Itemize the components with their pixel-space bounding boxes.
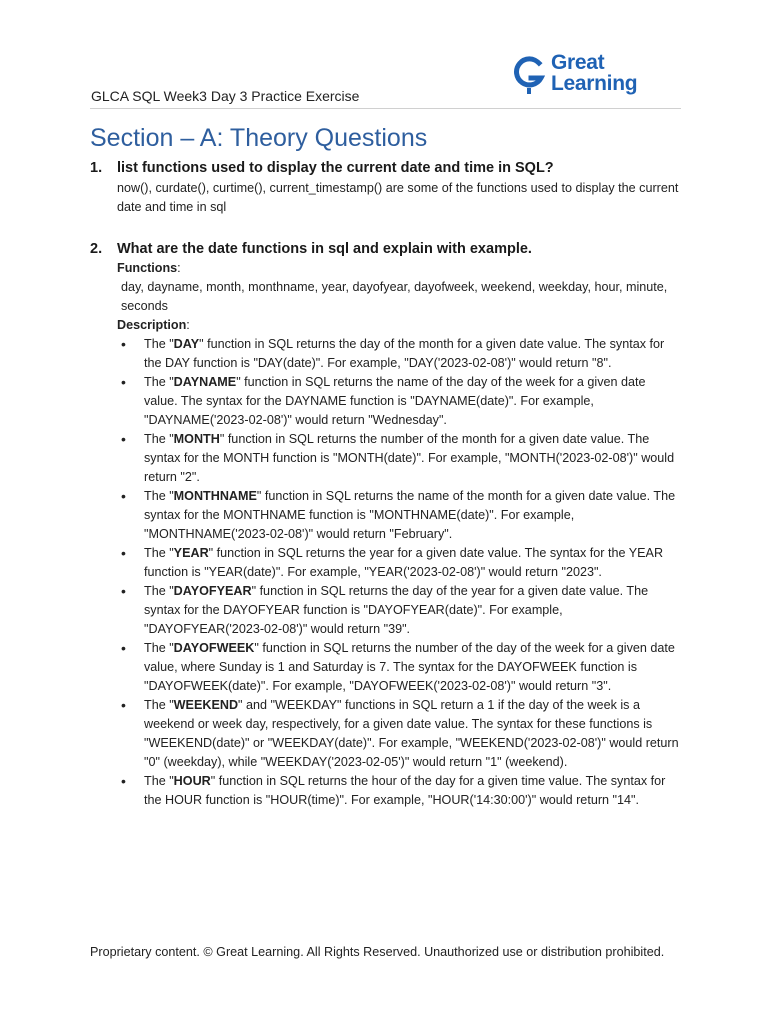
footer-copyright: Proprietary content. © Great Learning. All Rights Reserved. Unauthorized use or distribution prohibited. [90,945,665,959]
question-2 [90,239,682,810]
description-list [117,335,682,810]
great-learning-logo [513,52,653,100]
questions-content [90,158,682,810]
description-label: Description [117,318,187,332]
functions-heading: Functions: [117,261,181,275]
great-learning-g-icon [513,54,545,94]
list-item: • The "DAYNAME" function in SQL returns the name of the day of the week for a given date value. The syntax for the DAYNAME function is "DAYNAME(date)". For example, "DAYNAME('2023-02-08')" would return "Wednesday". [117,373,682,430]
description-heading: Description: [117,318,190,332]
list-item: • The "MONTHNAME" function in SQL returns the name of the month for a given date value. The syntax for the MONTHNAME function is "MONTHNAME(date)". For example, "MONTHNAME('2023-02-08')" would return "February". [117,487,682,544]
list-item: • The "MONTH" function in SQL returns the number of the month for a given date value. The syntax for the MONTH function is "MONTH(date)". For example, "MONTH('2023-02-08')" would return "2". [117,430,682,487]
question-text: list functions used to display the current date and time in SQL? [117,160,554,176]
logo-line-great: Great [551,51,605,74]
question-number: 2. [90,241,103,257]
list-item: • The "HOUR" function in SQL returns the hour of the day for a given time value. The syntax for the HOUR function is "HOUR(time)". For example, "HOUR('14:30:00')" would return "14". [117,772,682,810]
list-item: • The "YEAR" function in SQL returns the year for a given date value. The syntax for the YEAR function is "YEAR(date)". For example, "YEAR('2023-02-08')" would return "2023". [117,544,682,582]
list-item: • The "DAYOFYEAR" function in SQL returns the day of the year for a given date value. The syntax for the DAYOFYEAR function is "DAYOFYEAR(date)". For example, "DAYOFYEAR('2023-02-08')" would return "39". [117,582,682,639]
logo-line-learning: Learning [551,72,638,95]
section-title: Section – A: Theory Questions [90,124,428,152]
list-item: • The "WEEKEND" and "WEEKDAY" functions in SQL return a 1 if the day of the week is a weekend or week day, respectively, for a given date value. The syntax for these functions is "WEEKEND(date)" or "WEEKDAY(date)". For example, "WEEKEND('2023-02-08')" would return "0" (weekday), while "WEEKDAY('2023-02-05')" would return "1" (weekend). [117,696,682,772]
document-header-title: GLCA SQL Week3 Day 3 Practice Exercise [91,88,360,104]
answer-text: now(), curdate(), curtime(), current_timestamp() are some of the functions used to display the current date and time in sql [117,181,679,214]
question-text: What are the date functions in sql and explain with example. [117,241,532,257]
header-divider [90,108,681,109]
functions-list: day, dayname, month, monthname, year, dayofyear, dayofweek, weekend, weekday, hour, minute, seconds [121,280,668,313]
list-item: • The "DAYOFWEEK" function in SQL returns the number of the day of the week for a given date value, where Sunday is 1 and Saturday is 7. The syntax for the DAYOFWEEK function is "DAYOFWEEK(date)". For example, "DAYOFWEEK('2023-02-08')" would return "3". [117,639,682,696]
question-number: 1. [90,160,103,176]
list-item: • The "DAY" function in SQL returns the day of the month for a given date value. The syntax for the DAY function is "DAY(date)". For example, "DAY('2023-02-08')" would return "8". [117,335,682,373]
logo-wordmark [551,52,637,94]
functions-label: Functions [117,261,178,275]
question-1 [90,158,682,217]
